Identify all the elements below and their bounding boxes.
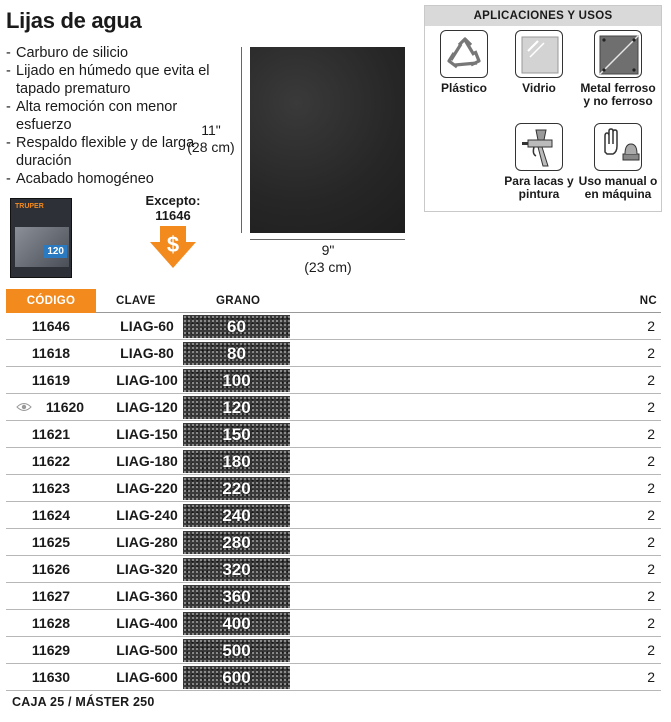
cell-grain: 150 [183,423,290,446]
cell-grain: 500 [183,639,290,662]
metal-plate-icon [594,30,642,78]
cell-grain: 240 [183,504,290,527]
cell-grain: 60 [183,315,290,338]
table-row[interactable] [6,610,661,637]
column-header-key[interactable]: CLAVE [116,295,156,307]
height-dimension-line [241,47,242,233]
feature-item: - Carburo de silicio [6,44,236,62]
cell-code: 11622 [31,453,71,469]
column-header-nc[interactable]: NC [639,295,657,307]
table-row[interactable] [6,664,661,691]
cell-code: 11621 [31,426,71,442]
table-row[interactable] [6,367,661,394]
cell-key: LIAG-180 [116,453,178,469]
application-metal [577,30,659,108]
table-row[interactable] [6,475,661,502]
cell-grain: 80 [183,342,290,365]
recycle-icon [440,30,488,78]
application-label: Plástico [440,81,488,95]
dollar-symbol: $ [166,232,180,257]
cell-code: 11629 [31,642,71,658]
height-cm: (28 cm) [187,139,235,155]
cell-key: LIAG-150 [116,426,178,442]
cell-code: 11620 [45,399,85,415]
column-header-grain[interactable]: GRANO [216,295,261,307]
cell-key: LIAG-280 [116,534,178,550]
product-package-image [10,198,72,278]
feature-item: - Respaldo flexible y de larga duración [6,134,236,170]
cell-nc: 2 [647,507,655,523]
table-row[interactable] [6,556,661,583]
packaging-note: CAJA 25 / MÁSTER 250 [12,695,155,709]
cell-code: 11624 [31,507,71,523]
table-row[interactable] [6,448,661,475]
cell-grain: 180 [183,450,290,473]
cell-code: 11628 [31,615,71,631]
cell-nc: 2 [647,345,655,361]
feature-item: - Alta remoción con menor esfuerzo [6,98,236,134]
table-row[interactable] [6,637,661,664]
hand-sander-icon [594,123,642,171]
width-dimension [290,242,366,276]
cell-code: 11626 [31,561,71,577]
cell-grain: 600 [183,666,290,689]
cell-nc: 2 [647,399,655,415]
cell-code: 11618 [31,345,71,361]
glass-icon [515,30,563,78]
cell-key: LIAG-400 [116,615,178,631]
cell-grain: 280 [183,531,290,554]
cell-nc: 2 [647,372,655,388]
cell-nc: 2 [647,669,655,685]
application-plastic [423,30,505,95]
cell-nc: 2 [647,588,655,604]
feature-item: - Acabado homogéneo [6,170,236,188]
table-row[interactable] [6,502,661,529]
cell-code: 11619 [31,372,71,388]
table-row[interactable] [6,583,661,610]
application-glass [498,30,580,95]
height-inches: 11" [201,122,221,138]
cell-key: LIAG-500 [116,642,178,658]
width-inches: 9" [321,242,335,258]
cell-code: 11623 [31,480,71,496]
cell-code: 11630 [31,669,71,685]
cell-key: LIAG-120 [116,399,178,415]
price-arrow-icon [148,226,198,268]
cell-grain: 400 [183,612,290,635]
table-row[interactable] [6,340,661,367]
cell-grain: 220 [183,477,290,500]
applications-panel [424,5,662,212]
cell-key: LIAG-320 [116,561,178,577]
cell-grain: 120 [183,396,290,419]
cell-nc: 2 [647,561,655,577]
height-dimension [182,122,240,156]
cell-nc: 2 [647,480,655,496]
cell-code: 11625 [31,534,71,550]
exception-code: 11646 [155,208,191,223]
table-row[interactable] [6,421,661,448]
cell-nc: 2 [647,642,655,658]
spray-gun-icon [515,123,563,171]
application-label: Para lacas y pintura [504,174,574,201]
cell-code: 11627 [31,588,71,604]
application-label: Uso manual o en máquina [578,174,658,201]
package-grit: 120 [44,245,67,258]
application-lacquer [498,123,580,201]
page-title: Lijas de agua [6,8,142,33]
cell-grain: 100 [183,369,290,392]
product-table [6,313,661,691]
cell-key: LIAG-80 [120,345,174,361]
cell-code: 11646 [31,318,71,334]
application-manual-machine [577,123,659,201]
cell-key: LIAG-600 [116,669,178,685]
cell-key: LIAG-100 [116,372,178,388]
cell-key: LIAG-360 [116,588,178,604]
cell-grain: 320 [183,558,290,581]
applications-header: APLICACIONES Y USOS [425,6,661,26]
cell-nc: 2 [647,534,655,550]
table-row[interactable] [6,529,661,556]
cell-nc: 2 [647,426,655,442]
application-label: Vidrio [522,81,556,95]
cell-key: LIAG-220 [116,480,178,496]
table-row[interactable] [6,313,661,340]
cell-key: LIAG-240 [116,507,178,523]
application-label: Metal ferroso y no ferroso [580,81,656,108]
table-header [6,289,661,313]
feature-list [6,44,236,188]
width-cm: (23 cm) [304,259,352,275]
cell-nc: 2 [647,318,655,334]
cell-nc: 2 [647,453,655,469]
sandpaper-sheet-image [250,47,405,233]
column-header-code[interactable]: CÓDIGO [6,289,96,313]
exception-label: Excepto: [145,193,201,208]
table-row[interactable] [6,394,661,421]
cell-key: LIAG-60 [120,318,174,334]
width-dimension-line [250,239,405,240]
cell-grain: 360 [183,585,290,608]
cell-nc: 2 [647,615,655,631]
package-brand: TRUPER [15,203,44,210]
exception-note [142,193,204,223]
feature-item: - Lijado en húmedo que evita el tapado prematuro [6,62,236,98]
